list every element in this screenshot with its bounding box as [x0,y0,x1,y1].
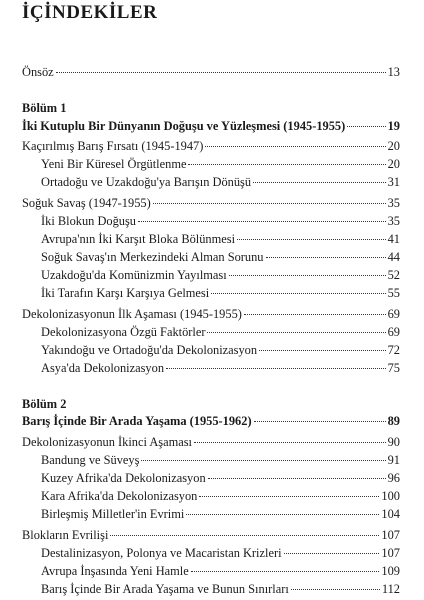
toc-entry-section[interactable] [41,267,400,283]
toc-entry-page: 89 [387,414,400,428]
part-heading-1: Bölüm 1 [22,101,67,115]
dot-leader [253,182,386,183]
toc-entry-label: İki Kutuplu Bir Dünyanın Doğuşu ve Yüzleşmesi (1945-1955) [22,119,346,133]
toc-entry-label: Kuzey Afrika'da Dekolonizasyon [41,471,206,485]
toc-entry-page: 69 [387,307,400,321]
toc-entry-page: 19 [387,119,400,133]
toc-entry-page: 35 [387,214,400,228]
toc-entry-page: 104 [381,507,400,521]
dot-leader [191,571,380,572]
toc-entry-label: Ortadoğu ve Uzakdoğu'ya Barışın Dönüşü [41,175,252,189]
toc-entry-section[interactable] [41,545,400,561]
toc-entry-label: Kara Afrika'da Dekolonizasyon [41,489,198,503]
dot-leader [244,314,386,315]
dot-leader [291,589,380,590]
toc-entry-chapter[interactable] [22,434,400,450]
toc-entry-section[interactable] [41,285,400,301]
toc-entry-page: 109 [381,564,400,578]
toc-entry-page: 31 [387,175,400,189]
dot-leader [266,257,386,258]
toc-entry-chapter[interactable] [22,306,400,322]
dot-leader [207,332,385,333]
toc-entry-section[interactable] [41,174,400,190]
dot-leader [110,535,379,536]
toc-entry-label: İki Blokun Doğuşu [41,214,136,228]
toc-entry-page: 41 [387,232,400,246]
toc-entry-page: 96 [387,471,400,485]
toc-entry-part-2-title[interactable] [22,413,400,429]
toc-entry-section[interactable] [41,249,400,265]
toc-entry-label: Soğuk Savaş (1947-1955) [22,196,151,210]
dot-leader [284,553,380,554]
dot-leader [188,164,385,165]
toc-entry-label: Avrupa İnşasında Yeni Hamle [41,564,189,578]
dot-leader [56,72,386,73]
dot-leader [211,293,385,294]
page-title: İÇİNDEKİLER [22,2,158,23]
toc-entry-page: 44 [387,250,400,264]
dot-leader [208,478,386,479]
toc-entry-label: Barış İçinde Bir Arada Yaşama (1955-1962) [22,414,252,428]
toc-entry-page: 20 [387,139,400,153]
toc-entry-page: 52 [387,268,400,282]
dot-leader [254,421,386,422]
dot-leader [138,221,386,222]
toc-entry-label: Avrupa'nın İki Karşıt Bloka Bölünmesi [41,232,236,246]
toc-entry-label: Destalinizasyon, Polonya ve Macaristan Krizleri [41,546,282,560]
toc-entry-label: Dekolonizasyonun İlk Aşaması (1945-1955) [22,307,242,321]
toc-entry-section[interactable] [41,231,400,247]
toc-entry-label: Asya'da Dekolonizasyon [41,361,165,375]
toc-entry-label: Dekolonizasyona Özgü Faktörler [41,325,206,339]
toc-entry-chapter[interactable] [22,138,400,154]
toc-entry-label: Bandung ve Süveyş [41,453,140,467]
toc-entry-section[interactable] [41,324,400,340]
dot-leader [229,275,386,276]
toc-entry-section[interactable] [41,506,400,522]
dot-leader [237,239,386,240]
toc-entry-page: 112 [381,582,400,596]
toc-entry-page: 20 [387,157,400,171]
toc-entry-section[interactable] [41,213,400,229]
dot-leader [205,146,385,147]
toc-entry-page: 90 [387,435,400,449]
toc-entry-page: 107 [381,546,400,560]
toc-entry-section[interactable] [41,563,400,579]
toc-entry-part-1-title[interactable] [22,118,400,134]
toc-entry-chapter[interactable] [22,195,400,211]
toc-entry-section[interactable] [41,470,400,486]
toc-entry-label: Yakındoğu ve Ortadoğu'da Dekolonizasyon [41,343,258,357]
toc-entry-section[interactable] [41,452,400,468]
toc-entry-page: 35 [387,196,400,210]
dot-leader [153,203,386,204]
dot-leader [199,496,379,497]
toc-entry-section[interactable] [41,360,400,376]
toc-entry-section[interactable] [41,156,400,172]
toc-entry-label: Birleşmiş Milletler'in Evrimi [41,507,185,521]
toc-entry-page: 107 [381,528,400,542]
dot-leader [194,442,386,443]
dot-leader [141,460,385,461]
toc-entry-label: Önsöz [22,65,54,79]
toc-entry-page: 75 [387,361,400,375]
toc-entry-page: 69 [387,325,400,339]
toc-entry-label: Dekolonizasyonun İkinci Aşaması [22,435,192,449]
toc-entry-label: Blokların Evrilişi [22,528,109,542]
toc-entry-page: 91 [387,453,400,467]
toc-entry-label: Barış İçinde Bir Arada Yaşama ve Bunun Sınırları [41,582,289,596]
toc-entry-label: Soğuk Savaş'ın Merkezindeki Alman Sorunu [41,250,264,264]
toc-entry-page: 55 [387,286,400,300]
toc-entry-page: 72 [387,343,400,357]
toc-entry-label: İki Tarafın Karşı Karşıya Gelmesi [41,286,210,300]
toc-entry-page: 100 [381,489,400,503]
dot-leader [186,514,379,515]
toc-entry-label: Yeni Bir Küresel Örgütlenme [41,157,187,171]
toc-entry-chapter[interactable] [22,527,400,543]
dot-leader [259,350,386,351]
toc-entry-page: 13 [387,65,400,79]
dot-leader [166,368,386,369]
toc-entry-label: Uzakdoğu'da Komünizmin Yayılması [41,268,227,282]
toc-entry-preface[interactable] [22,64,400,80]
dot-leader [347,126,385,127]
part-heading-2: Bölüm 2 [22,397,67,411]
toc-entry-section[interactable] [41,342,400,358]
toc-entry-section[interactable] [41,488,400,504]
toc-entry-label: Kaçırılmış Barış Fırsatı (1945-1947) [22,139,204,153]
toc-entry-section[interactable] [41,581,400,597]
